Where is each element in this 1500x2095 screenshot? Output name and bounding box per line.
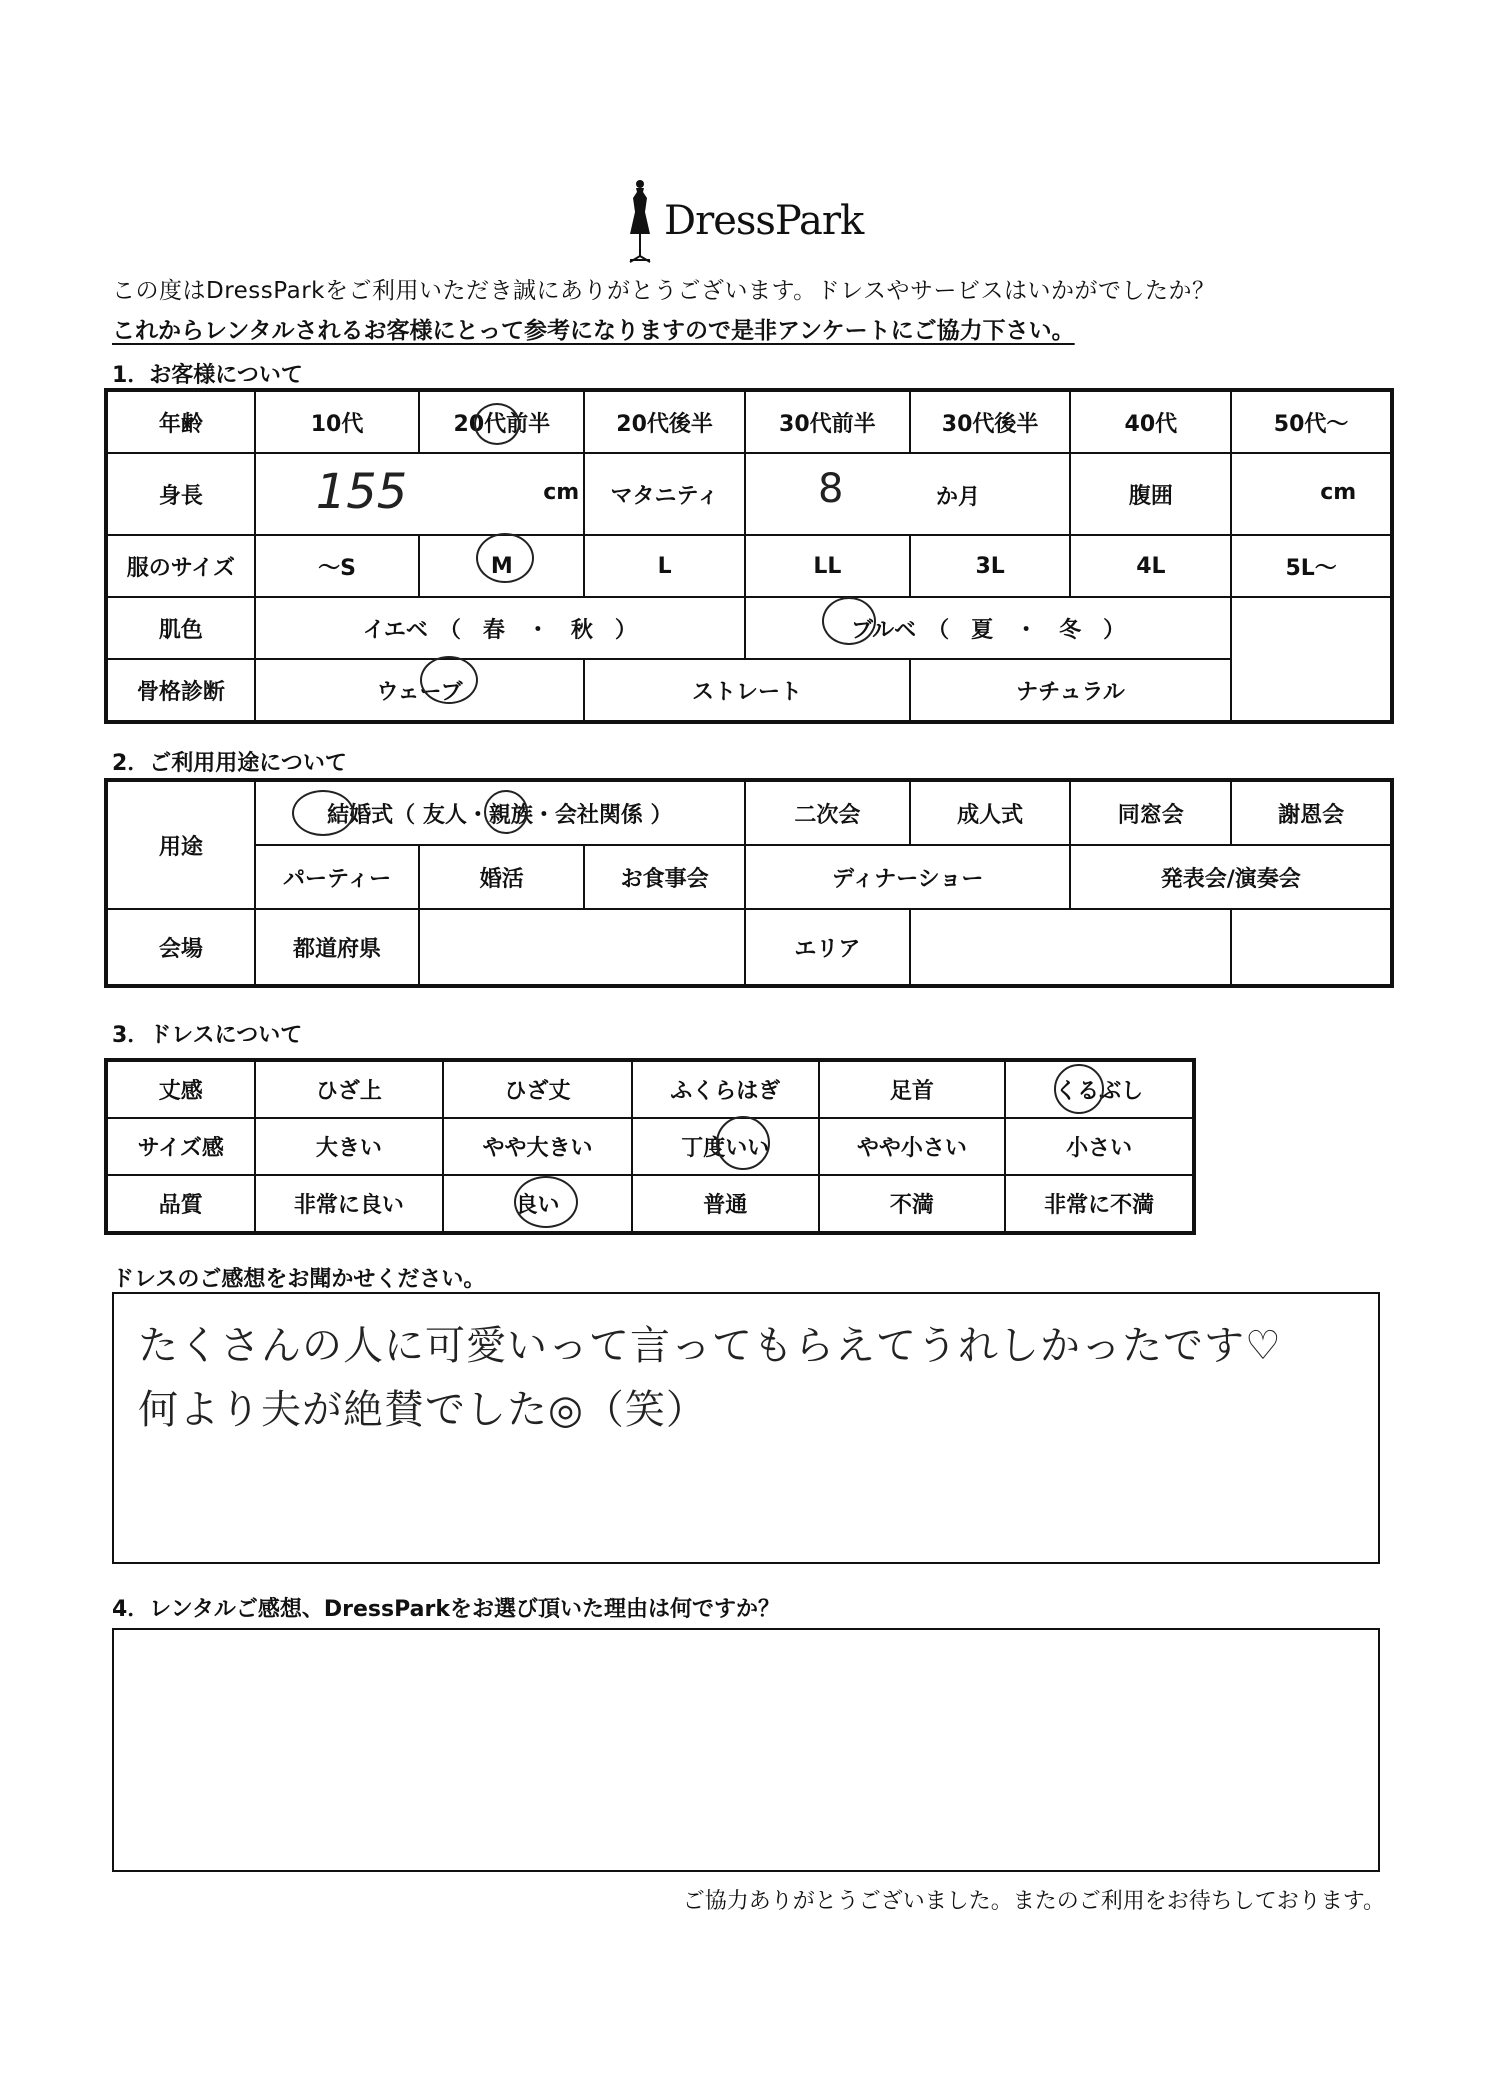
purpose-label: 用途 (106, 780, 255, 909)
section4-title: 4．レンタルご感想、DressParkをお選び頂いた理由は何ですか？ (112, 1597, 780, 1622)
selection-circle-mark (474, 403, 520, 445)
quality-option[interactable]: 普通 (632, 1175, 819, 1233)
fit-option-selected[interactable]: 丁度いい (632, 1118, 819, 1175)
age-option[interactable]: 10代 (255, 390, 420, 453)
fit-label: サイズ感 (106, 1118, 255, 1175)
size-label: 服のサイズ (106, 535, 255, 597)
quality-option[interactable]: 非常に不満 (1005, 1175, 1194, 1233)
dress-form-icon (620, 178, 660, 268)
fit-option[interactable]: 大きい (255, 1118, 444, 1175)
fit-row (106, 1118, 1194, 1175)
waist-unit: cm (1320, 480, 1357, 505)
size-option[interactable]: LL (745, 535, 910, 597)
purpose-option[interactable]: 同窓会 (1070, 780, 1231, 845)
customer-table (104, 388, 1394, 724)
purpose-option[interactable]: 発表会/演奏会 (1070, 845, 1392, 909)
age-option[interactable]: 20代後半 (584, 390, 745, 453)
selection-circle-mark (716, 1116, 770, 1170)
skeleton-option[interactable]: ナチュラル (910, 659, 1232, 722)
age-option-selected[interactable]: 20代前半 (419, 390, 584, 453)
length-row (106, 1060, 1194, 1118)
prefecture-label: 都道府県 (255, 909, 420, 986)
logo-text: DressPark (664, 198, 864, 244)
empty-cell (1231, 597, 1392, 659)
section3-title: 3．ドレスについて (112, 1023, 303, 1048)
selection-circle-mark (514, 1176, 578, 1228)
reason-textarea[interactable] (112, 1628, 1380, 1872)
purpose-option[interactable]: ディナーショー (745, 845, 1070, 909)
waist-label: 腹囲 (1070, 453, 1231, 535)
fit-option[interactable]: やや大きい (443, 1118, 632, 1175)
selection-circle-mark (420, 656, 478, 704)
venue-row (106, 909, 1392, 986)
quality-option-selected[interactable]: 良い (443, 1175, 632, 1233)
maternity-label: マタニティ (584, 453, 745, 535)
size-option[interactable]: L (584, 535, 745, 597)
age-option[interactable]: 30代後半 (910, 390, 1071, 453)
age-row (106, 390, 1392, 453)
purpose-option[interactable]: パーティー (255, 845, 420, 909)
skin-yellow-option[interactable]: イエベ （ 春 ・ 秋 ） (255, 597, 745, 659)
empty-cell (1231, 909, 1392, 986)
quality-row (106, 1175, 1194, 1233)
waist-field[interactable] (1231, 453, 1392, 535)
selection-circle-mark (822, 597, 876, 645)
prefecture-field[interactable] (419, 909, 745, 986)
impression-answer-line1: たくさんの人に可愛いって言ってもらえてうれしかったです♡ (138, 1323, 1282, 1369)
length-option[interactable]: ふくらはぎ (632, 1060, 819, 1118)
dresspark-logo (620, 178, 880, 268)
area-label: エリア (745, 909, 910, 986)
skeleton-label: 骨格診断 (106, 659, 255, 722)
purpose-option[interactable]: 成人式 (910, 780, 1071, 845)
section2-title: 2．ご利用用途について (112, 751, 347, 776)
maternity-field[interactable] (745, 453, 1071, 535)
purpose-row-2 (106, 845, 1392, 909)
area-field[interactable] (910, 909, 1231, 986)
quality-option[interactable]: 不満 (819, 1175, 1006, 1233)
size-option[interactable]: ～S (255, 535, 420, 597)
height-field[interactable] (255, 453, 585, 535)
skeleton-option-selected[interactable]: ウェーブ (255, 659, 585, 722)
skin-row (106, 597, 1392, 659)
selection-circle-mark (1054, 1064, 1104, 1114)
impression-textarea[interactable] (112, 1292, 1380, 1564)
size-option-selected[interactable]: M (419, 535, 584, 597)
purpose-option[interactable]: 二次会 (745, 780, 910, 845)
intro-request: これからレンタルされるお客様にとって参考になりますので是非アンケートにご協力下さい。 (112, 318, 1075, 344)
age-option[interactable]: 50代～ (1231, 390, 1392, 453)
length-option-selected[interactable]: くるぶし (1005, 1060, 1194, 1118)
size-row (106, 535, 1392, 597)
length-label: 丈感 (106, 1060, 255, 1118)
impression-title: ドレスのご感想をお聞かせください。 (112, 1267, 486, 1292)
size-option[interactable]: 5L～ (1231, 535, 1392, 597)
skin-blue-option[interactable]: ブルベ （ 夏 ・ 冬 ） (745, 597, 1231, 659)
age-option[interactable]: 30代前半 (745, 390, 910, 453)
maternity-unit: か月 (935, 485, 980, 510)
length-option[interactable]: 足首 (819, 1060, 1006, 1118)
impression-answer-line2: 何より夫が絶賛でした◎（笑） (138, 1387, 707, 1433)
venue-label: 会場 (106, 909, 255, 986)
height-label: 身長 (106, 453, 255, 535)
skin-label: 肌色 (106, 597, 255, 659)
selection-circle-mark (476, 533, 534, 583)
footer-thanks: ご協力ありがとうございました。またのご利用をお待ちしております。 (682, 1889, 1385, 1914)
measurements-row (106, 453, 1392, 535)
skeleton-row (106, 659, 1392, 722)
age-option[interactable]: 40代 (1070, 390, 1231, 453)
purpose-option[interactable]: お食事会 (584, 845, 745, 909)
empty-cell (1231, 659, 1392, 722)
size-option[interactable]: 4L (1070, 535, 1231, 597)
height-unit: cm (543, 480, 580, 505)
age-label: 年齢 (106, 390, 255, 453)
purpose-option[interactable]: 謝恩会 (1231, 780, 1392, 845)
selection-circle-mark (292, 790, 354, 836)
quality-label: 品質 (106, 1175, 255, 1233)
fit-option[interactable]: やや小さい (819, 1118, 1006, 1175)
selection-circle-mark (484, 790, 528, 834)
length-option[interactable]: ひざ上 (255, 1060, 444, 1118)
fit-option[interactable]: 小さい (1005, 1118, 1194, 1175)
maternity-value: 8 (817, 466, 844, 512)
intro-text: この度はDressParkをご利用いただき誠にありがとうございます。ドレスやサービスはいかがでしたか？ (112, 278, 1216, 304)
size-option[interactable]: 3L (910, 535, 1071, 597)
purpose-wedding[interactable]: 結婚式（ 友人・親族・会社関係 ） (255, 780, 745, 845)
section1-title: 1．お客様について (112, 363, 303, 388)
skeleton-option[interactable]: ストレート (584, 659, 910, 722)
height-value: 155 (315, 464, 408, 520)
dress-table (104, 1058, 1196, 1235)
quality-option[interactable]: 非常に良い (255, 1175, 444, 1233)
purpose-option[interactable]: 婚活 (419, 845, 584, 909)
length-option[interactable]: ひざ丈 (443, 1060, 632, 1118)
